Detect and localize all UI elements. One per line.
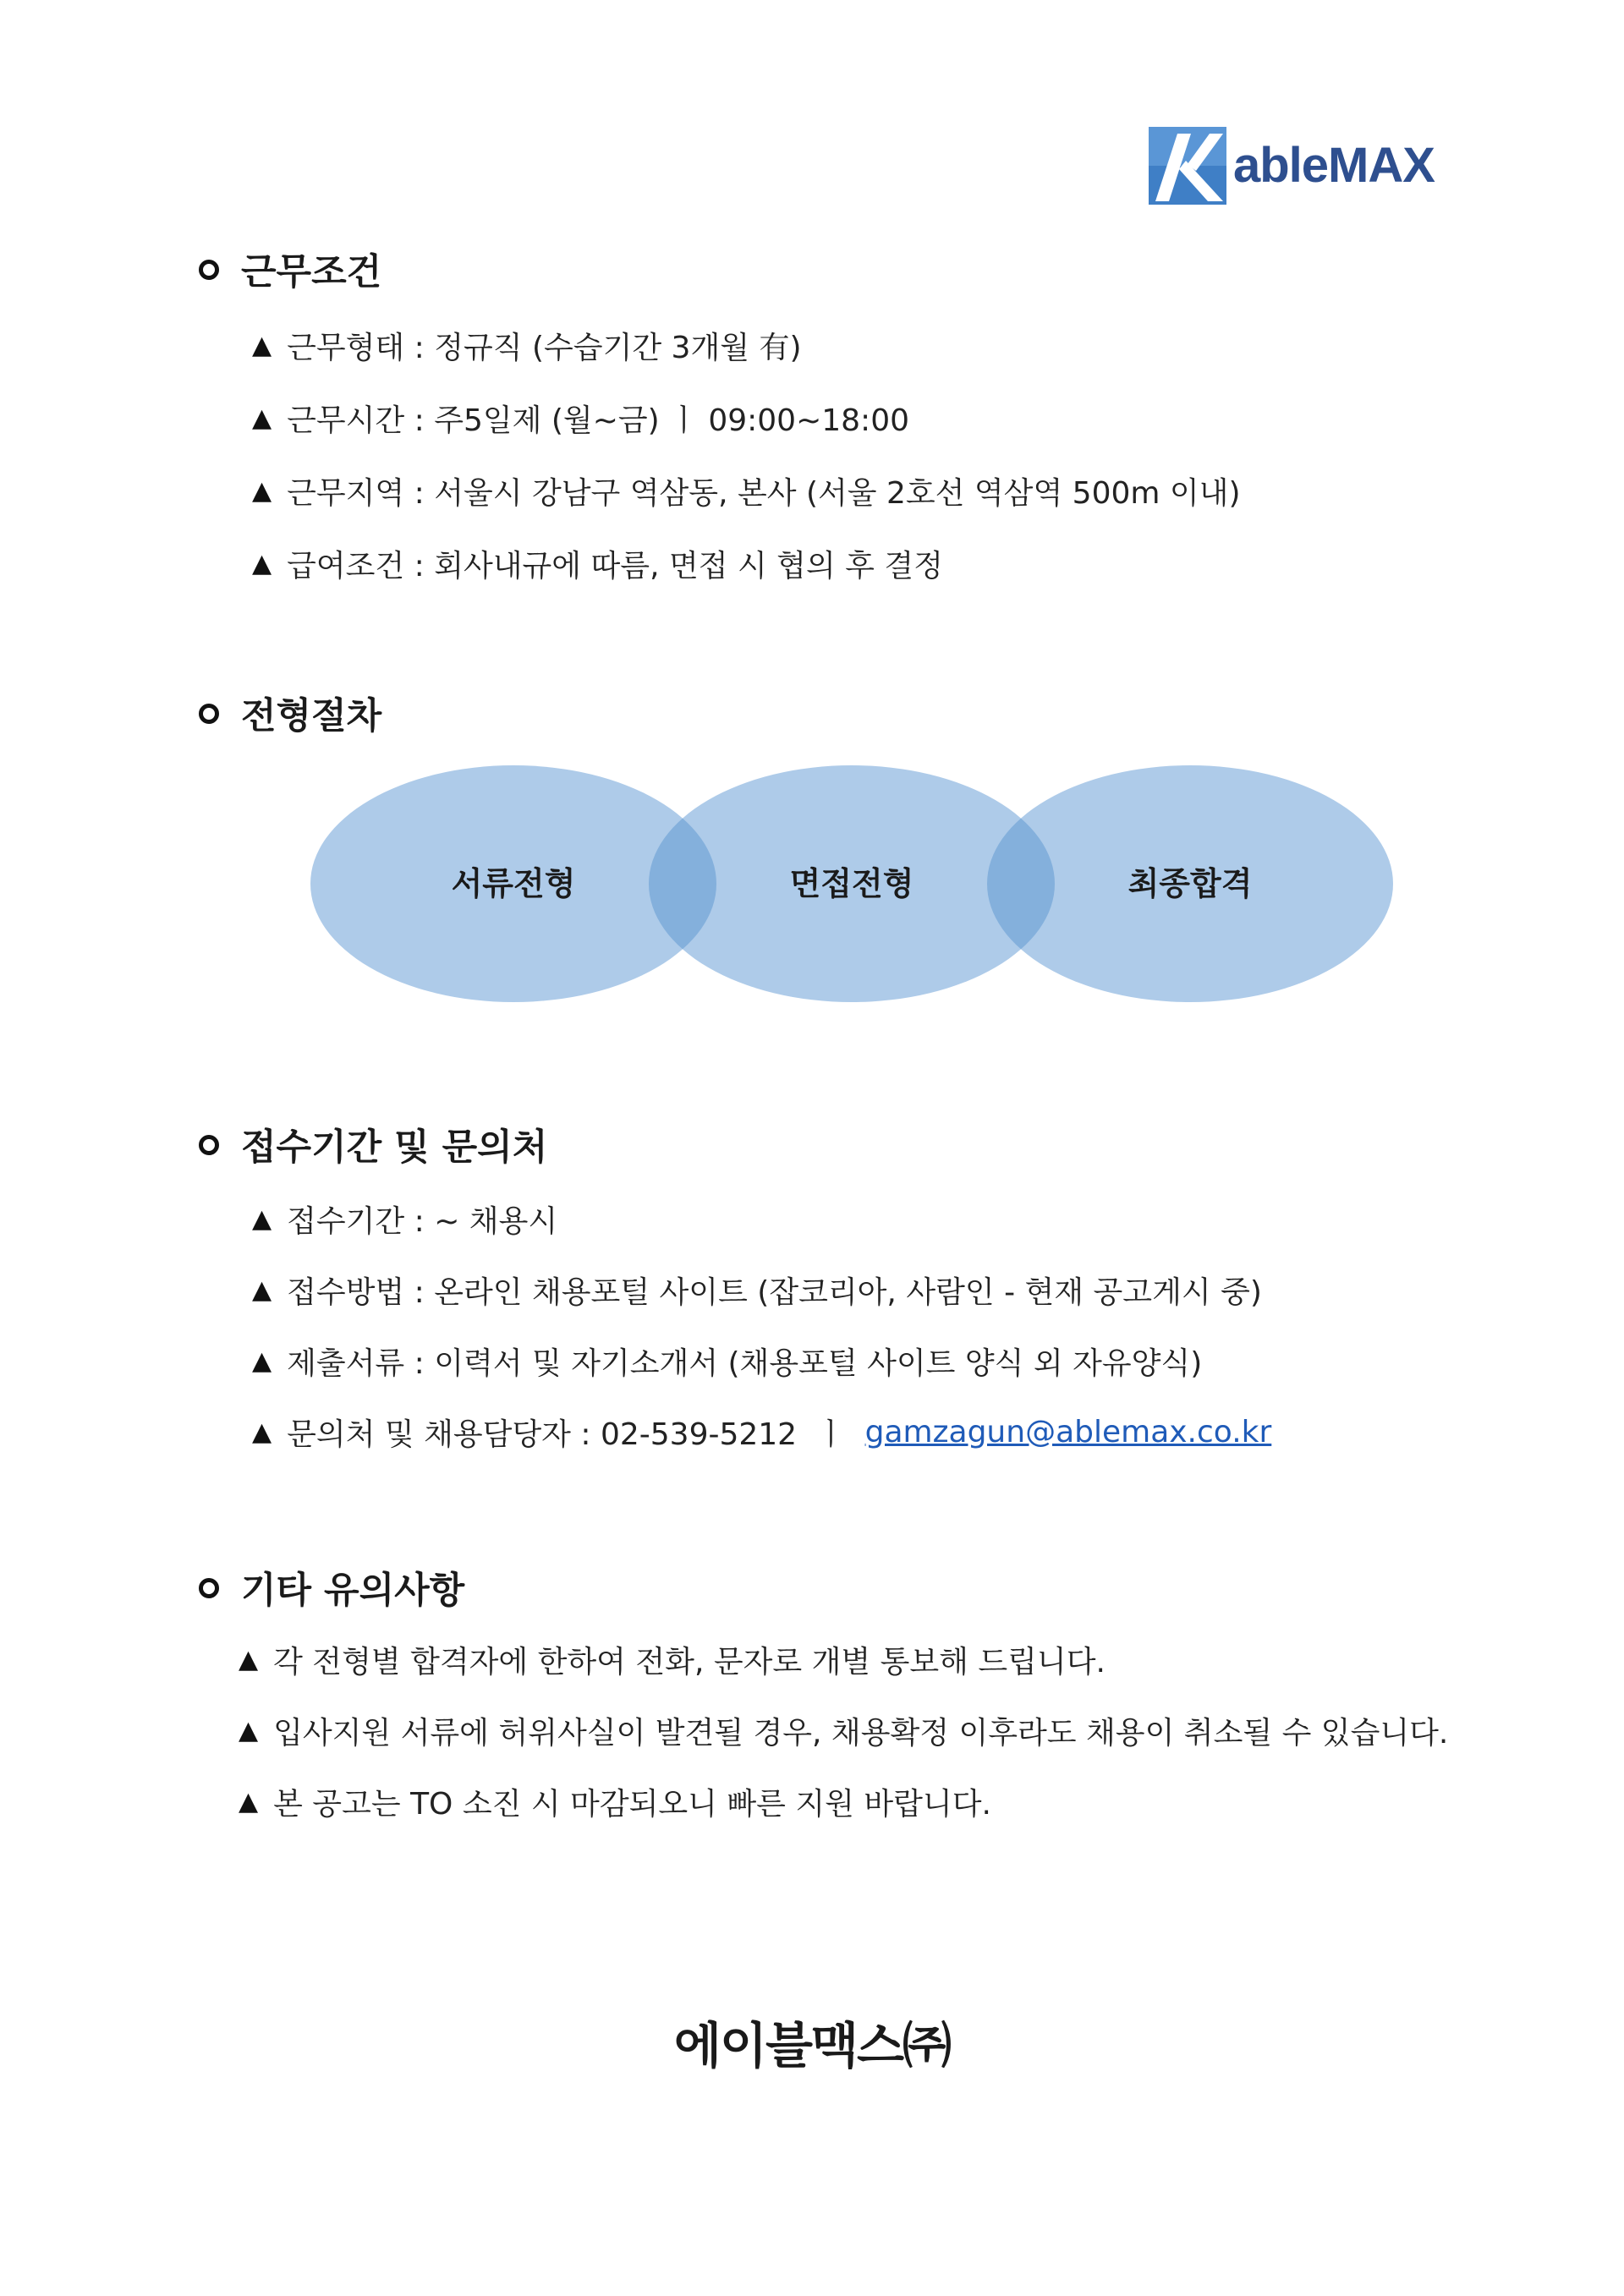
section-title-apply [199, 1119, 547, 1170]
item-text: 근무시간 : 주5일제 (월~금) ㅣ 09:00~18:00 [287, 403, 909, 438]
triangle-bullet-icon: ▲ [252, 1204, 272, 1234]
process-step-2: 면접전형 [789, 865, 914, 902]
logo-text: ableMAX [1233, 138, 1435, 193]
circle-bullet-icon [199, 704, 219, 724]
triangle-bullet-icon: ▲ [252, 549, 272, 578]
triangle-bullet-icon: ▲ [239, 1787, 259, 1817]
section-title-text: 전형절차 [241, 695, 382, 737]
list-item [252, 324, 802, 367]
triangle-bullet-icon: ▲ [252, 403, 272, 433]
item-text: 입사지원 서류에 허위사실이 발견될 경우, 채용확정 이후라도 채용이 취소될 수 있습니다. [273, 1716, 1449, 1751]
item-text: 제출서류 : 이력서 및 자기소개서 (채용포털 사이트 양식 외 자유양식) [287, 1346, 1203, 1381]
ablemax-logo-mark-icon [1149, 127, 1226, 205]
process-diagram [300, 761, 1408, 1015]
process-step-1: 서류전형 [451, 865, 576, 902]
list-item [252, 397, 909, 440]
company-name: 에이블맥스㈜ [673, 2017, 951, 2074]
list-item-contact [252, 1411, 1271, 1454]
process-step-3: 최종합격 [1127, 865, 1253, 902]
item-text: 접수방법 : 온라인 채용포털 사이트 (잡코리아, 사람인 - 현재 공고게시 중) [287, 1275, 1262, 1310]
item-text: 본 공고는 TO 소진 시 마감되오니 빠른 지원 바랍니다. [273, 1787, 991, 1822]
triangle-bullet-icon: ▲ [252, 476, 272, 506]
section-title-notes [199, 1562, 464, 1614]
triangle-bullet-icon: ▲ [252, 1346, 272, 1376]
list-item [252, 469, 1240, 512]
list-item [239, 1638, 1106, 1681]
section-title-process [199, 688, 381, 739]
list-item [252, 1197, 557, 1241]
list-item [252, 542, 943, 585]
section-title-conditions [199, 244, 381, 295]
item-text: 급여조건 : 회사내규에 따름, 면접 시 협의 후 결정 [287, 549, 943, 584]
list-item [239, 1780, 991, 1823]
item-text: 근무지역 : 서울시 강남구 역삼동, 본사 (서울 2호선 역삼역 500m 이내) [287, 476, 1241, 511]
triangle-bullet-icon: ▲ [252, 331, 272, 360]
contact-email-link[interactable]: gamzagun@ablemax.co.kr [864, 1415, 1272, 1449]
triangle-bullet-icon: ▲ [252, 1417, 272, 1447]
circle-bullet-icon [199, 1578, 219, 1598]
list-item [252, 1269, 1262, 1312]
section-title-text: 근무조건 [241, 251, 382, 293]
item-text: 각 전형별 합격자에 한하여 전화, 문자로 개별 통보해 드립니다. [273, 1645, 1106, 1680]
triangle-bullet-icon: ▲ [239, 1645, 259, 1674]
contact-text: 문의처 및 채용담당자 : 02-539-5212 ㅣ [287, 1417, 865, 1452]
circle-bullet-icon [199, 260, 219, 280]
circle-bullet-icon [199, 1135, 219, 1155]
section-title-text: 기타 유의사항 [241, 1570, 465, 1612]
list-item [239, 1709, 1448, 1752]
item-text: 근무형태 : 정규직 (수습기간 3개월 有) [287, 331, 802, 365]
list-item [252, 1340, 1202, 1383]
ablemax-logo [1149, 127, 1435, 205]
item-text: 접수기간 : ~ 채용시 [287, 1204, 558, 1239]
triangle-bullet-icon: ▲ [239, 1716, 259, 1745]
triangle-bullet-icon: ▲ [252, 1275, 272, 1305]
section-title-text: 접수기간 및 문의처 [241, 1126, 548, 1169]
